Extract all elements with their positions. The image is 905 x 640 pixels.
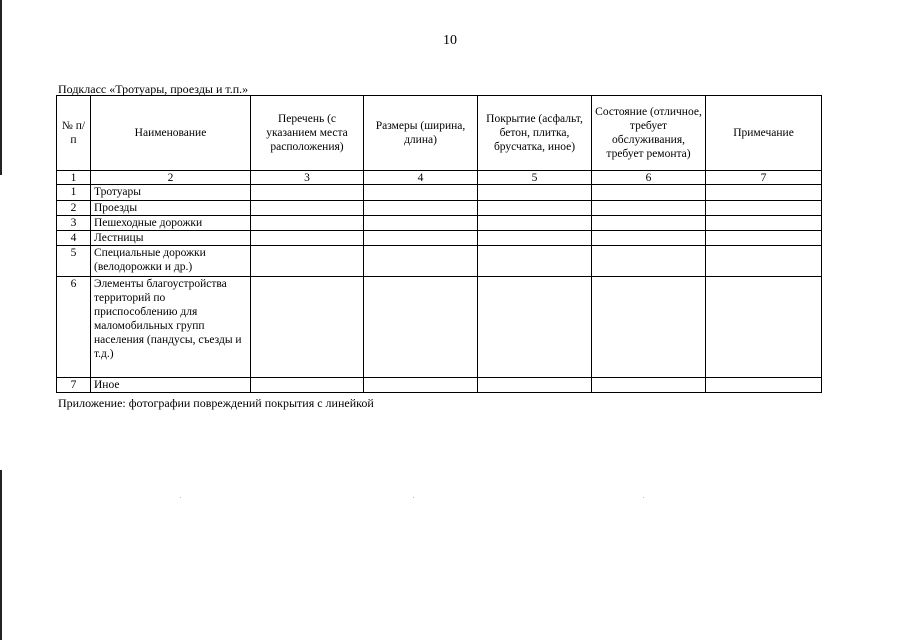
table-row bbox=[57, 231, 822, 246]
row-name: Тротуары bbox=[91, 185, 251, 201]
row-name: Иное bbox=[91, 378, 251, 393]
empty-cell bbox=[592, 231, 706, 246]
row-number: 7 bbox=[57, 378, 91, 393]
column-number: 7 bbox=[706, 171, 822, 185]
column-number: 6 bbox=[592, 171, 706, 185]
column-number: 4 bbox=[364, 171, 478, 185]
empty-cell bbox=[478, 231, 592, 246]
row-name: Пешеходные дорожки bbox=[91, 216, 251, 231]
empty-cell bbox=[364, 378, 478, 393]
empty-cell bbox=[364, 185, 478, 201]
table-row bbox=[57, 378, 822, 393]
empty-cell bbox=[364, 277, 478, 378]
scan-speck bbox=[413, 497, 414, 498]
empty-cell bbox=[251, 201, 364, 216]
empty-cell bbox=[364, 201, 478, 216]
header-name: Наименование bbox=[91, 96, 251, 171]
row-number: 3 bbox=[57, 216, 91, 231]
empty-cell bbox=[592, 185, 706, 201]
page-number: 10 bbox=[443, 33, 457, 48]
empty-cell bbox=[706, 231, 822, 246]
scan-speck bbox=[643, 497, 644, 498]
column-number: 5 bbox=[478, 171, 592, 185]
column-number: 1 bbox=[57, 171, 91, 185]
row-number: 1 bbox=[57, 185, 91, 201]
empty-cell bbox=[251, 246, 364, 277]
row-name: Лестницы bbox=[91, 231, 251, 246]
empty-cell bbox=[592, 277, 706, 378]
row-number: 2 bbox=[57, 201, 91, 216]
scan-speck bbox=[180, 497, 181, 498]
column-number: 3 bbox=[251, 171, 364, 185]
header-size: Размеры (ширина, длина) bbox=[364, 96, 478, 171]
inventory-table bbox=[56, 95, 822, 393]
table-row bbox=[57, 201, 822, 216]
empty-cell bbox=[364, 216, 478, 231]
header-condition: Состояние (отличное, требует обслуживания, требует ремонта) bbox=[592, 96, 706, 171]
table-row bbox=[57, 246, 822, 277]
row-number: 5 bbox=[57, 246, 91, 277]
table-row bbox=[57, 277, 822, 378]
empty-cell bbox=[364, 246, 478, 277]
empty-cell bbox=[706, 216, 822, 231]
empty-cell bbox=[706, 246, 822, 277]
empty-cell bbox=[592, 216, 706, 231]
scan-edge-top bbox=[0, 0, 2, 175]
table-row bbox=[57, 185, 822, 201]
empty-cell bbox=[478, 201, 592, 216]
header-surface: Покрытие (асфальт, бетон, плитка, брусчатка, иное) bbox=[478, 96, 592, 171]
empty-cell bbox=[251, 378, 364, 393]
empty-cell bbox=[478, 216, 592, 231]
appendix-note: Приложение: фотографии повреждений покрытия с линейкой bbox=[58, 396, 374, 410]
header-note: Примечание bbox=[706, 96, 822, 171]
row-name: Элементы благоустройства территорий по приспособлению для маломобильных групп населения (пандусы, съезды и т.д.) bbox=[91, 277, 251, 378]
row-name: Проезды bbox=[91, 201, 251, 216]
row-name: Специальные дорожки (велодорожки и др.) bbox=[91, 246, 251, 277]
scan-edge-bottom bbox=[0, 470, 2, 640]
header-row bbox=[57, 96, 822, 171]
empty-cell bbox=[592, 246, 706, 277]
empty-cell bbox=[706, 201, 822, 216]
empty-cell bbox=[364, 231, 478, 246]
empty-cell bbox=[706, 185, 822, 201]
header-number: № п/п bbox=[57, 96, 91, 171]
subclass-title: Подкласс «Тротуары, проезды и т.п.» bbox=[58, 82, 249, 96]
empty-cell bbox=[592, 378, 706, 393]
empty-cell bbox=[478, 185, 592, 201]
empty-cell bbox=[706, 277, 822, 378]
empty-cell bbox=[251, 216, 364, 231]
column-number-row bbox=[57, 171, 822, 185]
row-number: 6 bbox=[57, 277, 91, 378]
empty-cell bbox=[251, 231, 364, 246]
empty-cell bbox=[478, 277, 592, 378]
empty-cell bbox=[251, 277, 364, 378]
table-row bbox=[57, 216, 822, 231]
empty-cell bbox=[251, 185, 364, 201]
empty-cell bbox=[592, 201, 706, 216]
column-number: 2 bbox=[91, 171, 251, 185]
empty-cell bbox=[478, 378, 592, 393]
row-number: 4 bbox=[57, 231, 91, 246]
empty-cell bbox=[478, 246, 592, 277]
empty-cell bbox=[706, 378, 822, 393]
header-list: Перечень (с указанием места расположения) bbox=[251, 96, 364, 171]
